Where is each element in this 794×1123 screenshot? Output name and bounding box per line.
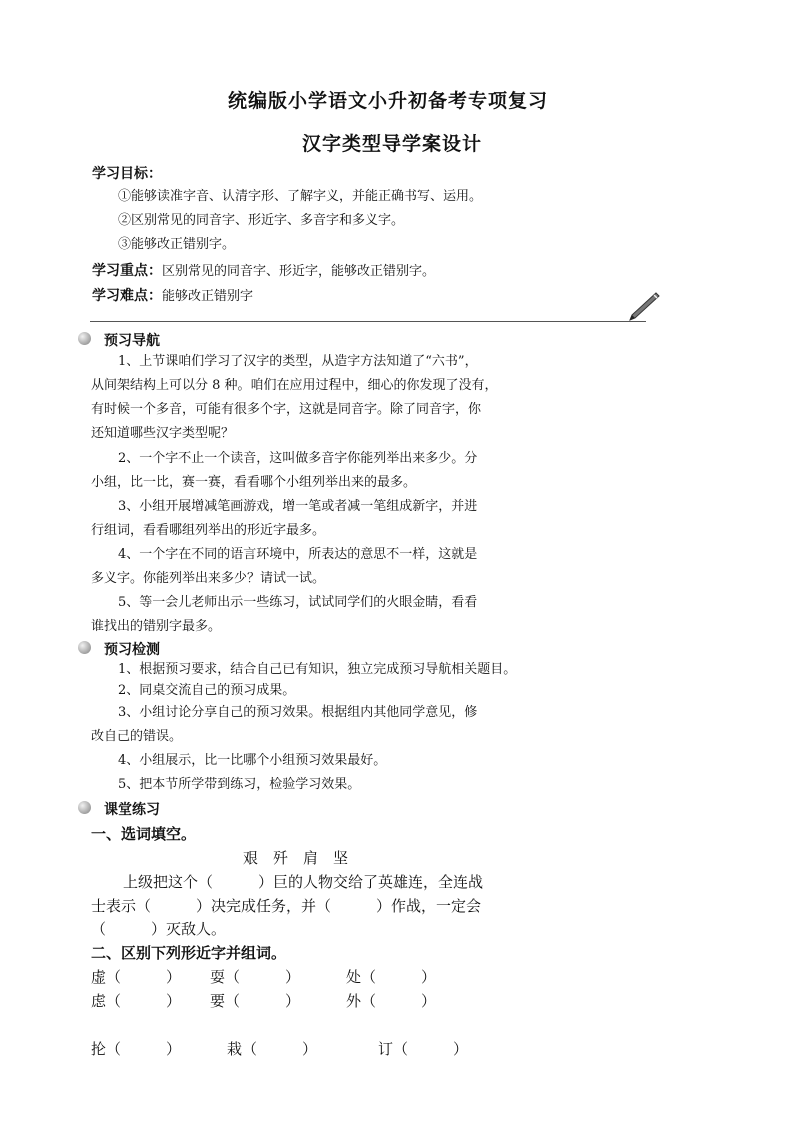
keypoint-label: 学习重点： bbox=[92, 263, 162, 279]
bullet-icon bbox=[78, 641, 91, 654]
q2-item: 虑（ ） bbox=[91, 992, 182, 1010]
q2-item: 处（ ） bbox=[346, 968, 437, 986]
preview-nav-line: 3、小组开展增减笔画游戏，增一笔或者减一笔组成新字，并进 bbox=[118, 499, 478, 514]
q1-line: （ ）灭敌人。 bbox=[91, 920, 227, 938]
preview-check-line: 3、小组讨论分享自己的预习效果。根据组内其他同学意见，修 bbox=[118, 705, 478, 720]
q2-item: 抡（ ） bbox=[91, 1040, 182, 1058]
difficulty-line bbox=[92, 285, 253, 305]
preview-nav-line: 行组词，看看哪组列举出的形近字最多。 bbox=[91, 523, 326, 538]
q2-item: 订（ ） bbox=[378, 1040, 469, 1058]
preview-check-line: 2、同桌交流自己的预习成果。 bbox=[118, 683, 296, 698]
preview-nav-heading: 预习导航 bbox=[104, 333, 160, 349]
bullet-icon bbox=[78, 332, 91, 345]
q1-options: 艰 歼 肩 坚 bbox=[243, 849, 349, 867]
q2-item: 栽（ ） bbox=[227, 1040, 318, 1058]
preview-check-heading: 预习检测 bbox=[104, 642, 160, 658]
page-title: 统编版小学语文小升初备考专项复习 bbox=[228, 90, 549, 112]
objective-item: ②区别常见的同音字、形近字、多音字和多义字。 bbox=[118, 213, 405, 228]
preview-nav-line: 2、一个字不止一个读音，这叫做多音字你能列举出来多少。分 bbox=[118, 451, 478, 466]
objectives-heading: 学习目标： bbox=[92, 166, 162, 182]
preview-nav-line: 多义字。你能列举出来多少？请试一试。 bbox=[91, 571, 326, 586]
preview-nav-line: 谁找出的错别字最多。 bbox=[91, 619, 222, 634]
q1-line: 上级把这个（ ）巨的人物交给了英雄连，全连战 bbox=[123, 873, 484, 891]
keypoint-text: 区别常见的同音字、形近字，能够改正错别字。 bbox=[162, 264, 436, 279]
q2-item: 要（ ） bbox=[210, 992, 301, 1010]
preview-nav-line: 有时候一个多音，可能有很多个字，这就是同音字。除了同音字，你 bbox=[91, 402, 482, 417]
difficulty-label: 学习难点： bbox=[92, 288, 162, 304]
q2-title: 二、区别下列形近字并组词。 bbox=[91, 944, 287, 962]
preview-check-line: 5、把本节所学带到练习，检验学习效果。 bbox=[118, 777, 361, 792]
divider-rule bbox=[90, 321, 646, 322]
preview-nav-line: 小组，比一比，赛一赛，看看哪个小组列举出来的最多。 bbox=[91, 475, 417, 490]
preview-nav-line: 从间架结构上可以分 8 种。咱们在应用过程中，细心的你发现了没有， bbox=[91, 378, 498, 393]
preview-nav-line: 还知道哪些汉字类型呢？ bbox=[91, 426, 235, 441]
objective-item: ①能够读准字音、认清字形、了解字义，并能正确书写、运用。 bbox=[118, 189, 483, 204]
objective-item: ③能够改正错别字。 bbox=[118, 237, 236, 252]
keypoint-line bbox=[92, 260, 435, 280]
preview-check-line: 1、根据预习要求，结合自己已有知识，独立完成预习导航相关题目。 bbox=[118, 662, 517, 677]
preview-nav-line: 5、等一会儿老师出示一些练习，试试同学们的火眼金睛，看看 bbox=[118, 595, 478, 610]
preview-check-line: 改自己的错误。 bbox=[91, 729, 183, 744]
preview-nav-line: 4、一个字在不同的语言环境中，所表达的意思不一样，这就是 bbox=[118, 547, 478, 562]
q2-item: 外（ ） bbox=[346, 992, 437, 1010]
difficulty-text: 能够改正错别字 bbox=[162, 289, 254, 304]
q2-item: 耍（ ） bbox=[210, 968, 301, 986]
pen-icon bbox=[626, 291, 660, 323]
q1-title: 一、选词填空。 bbox=[91, 825, 197, 843]
q1-line: 士表示（ ）决完成任务，并（ ）作战，一定会 bbox=[91, 897, 482, 915]
bullet-icon bbox=[78, 801, 91, 814]
page-subtitle: 汉字类型导学案设计 bbox=[302, 133, 483, 155]
practice-heading: 课堂练习 bbox=[104, 802, 160, 818]
preview-nav-line: 1、上节课咱们学习了汉字的类型，从造字方法知道了“六书”， bbox=[118, 354, 478, 369]
q2-item: 虚（ ） bbox=[91, 968, 182, 986]
preview-check-line: 4、小组展示，比一比哪个小组预习效果最好。 bbox=[118, 753, 387, 768]
